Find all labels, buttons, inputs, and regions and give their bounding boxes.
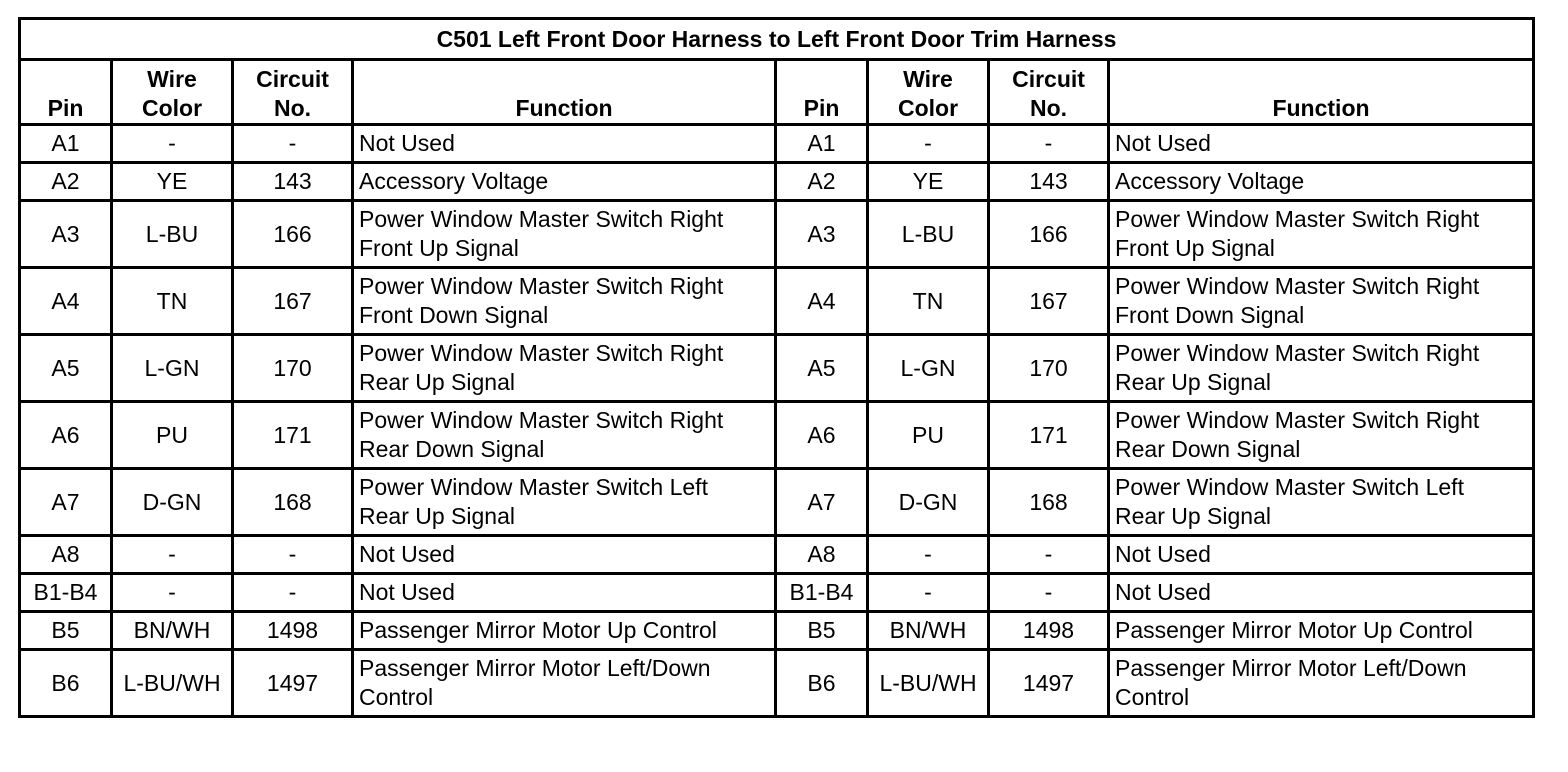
function-line: Passenger Mirror Motor Up Control <box>1115 617 1473 643</box>
function-line: Power Window Master Switch Right <box>1115 340 1480 366</box>
wire-color-cell: TN <box>112 268 233 335</box>
connector-table <box>18 17 1535 718</box>
function-cell <box>353 268 776 335</box>
function-line: Power Window Master Switch Right <box>1115 206 1480 232</box>
header-function: Function <box>353 60 776 125</box>
wire-color-cell: D-GN <box>112 469 233 536</box>
circuit-no-cell: 1498 <box>989 612 1109 650</box>
table-row <box>20 650 1534 717</box>
circuit-no-cell: 1497 <box>233 650 353 717</box>
function-cell <box>1109 469 1534 536</box>
circuit-no-cell: 171 <box>989 402 1109 469</box>
wire-color-cell: YE <box>112 163 233 201</box>
pin-cell: B1-B4 <box>20 574 112 612</box>
wire-color-cell: D-GN <box>868 469 989 536</box>
table-row <box>20 536 1534 574</box>
function-line: Rear Down Signal <box>359 436 545 462</box>
table-row <box>20 201 1534 268</box>
function-cell <box>1109 268 1534 335</box>
circuit-no-cell: 168 <box>989 469 1109 536</box>
pin-cell: A8 <box>20 536 112 574</box>
header-pin: Pin <box>20 60 112 125</box>
function-line: Not Used <box>1115 579 1211 605</box>
header-wire-color: Wire Color <box>112 60 233 125</box>
function-line: Front Up Signal <box>359 235 519 261</box>
function-line: Power Window Master Switch Left <box>1115 474 1464 500</box>
function-line: Passenger Mirror Motor Left/Down <box>359 655 711 681</box>
function-line: Passenger Mirror Motor Left/Down <box>1115 655 1467 681</box>
function-line: Passenger Mirror Motor Up Control <box>359 617 717 643</box>
function-line: Front Down Signal <box>1115 302 1305 328</box>
pin-cell: A4 <box>20 268 112 335</box>
function-cell <box>353 536 776 574</box>
function-cell <box>1109 650 1534 717</box>
function-cell <box>353 335 776 402</box>
wire-color-cell: - <box>868 536 989 574</box>
pin-cell: B5 <box>776 612 868 650</box>
function-cell <box>1109 612 1534 650</box>
function-cell <box>353 201 776 268</box>
circuit-no-cell: - <box>989 536 1109 574</box>
table-title: C501 Left Front Door Harness to Left Front Door Trim Harness <box>20 19 1534 60</box>
pin-cell: A7 <box>20 469 112 536</box>
wire-color-cell: PU <box>868 402 989 469</box>
pin-cell: A8 <box>776 536 868 574</box>
table-row <box>20 163 1534 201</box>
circuit-no-cell: 166 <box>989 201 1109 268</box>
table-row <box>20 335 1534 402</box>
function-cell <box>1109 125 1534 163</box>
pin-cell: A2 <box>20 163 112 201</box>
function-line: Rear Up Signal <box>359 503 515 529</box>
wire-color-cell: BN/WH <box>868 612 989 650</box>
pin-cell: A7 <box>776 469 868 536</box>
function-line: Power Window Master Switch Right <box>359 407 724 433</box>
circuit-no-cell: - <box>989 125 1109 163</box>
circuit-no-cell: - <box>989 574 1109 612</box>
function-line: Power Window Master Switch Right <box>359 273 724 299</box>
function-line: Not Used <box>359 579 455 605</box>
header-circuit-no: Circuit No. <box>989 60 1109 125</box>
wire-color-cell: L-BU <box>868 201 989 268</box>
function-line: Rear Up Signal <box>1115 369 1271 395</box>
function-line: Power Window Master Switch Left <box>359 474 708 500</box>
function-line: Front Down Signal <box>359 302 549 328</box>
pin-cell: A3 <box>20 201 112 268</box>
circuit-no-cell: - <box>233 574 353 612</box>
wire-color-cell: L-GN <box>112 335 233 402</box>
pin-cell: B5 <box>20 612 112 650</box>
pin-cell: A1 <box>20 125 112 163</box>
table-row <box>20 612 1534 650</box>
circuit-no-cell: 168 <box>233 469 353 536</box>
pin-cell: B1-B4 <box>776 574 868 612</box>
circuit-no-cell: 143 <box>233 163 353 201</box>
table-body <box>20 125 1534 717</box>
function-line: Not Used <box>359 130 455 156</box>
pin-cell: A2 <box>776 163 868 201</box>
pin-cell: A5 <box>20 335 112 402</box>
function-line: Not Used <box>359 541 455 567</box>
function-line: Not Used <box>1115 130 1211 156</box>
pin-cell: A3 <box>776 201 868 268</box>
wire-color-cell: - <box>868 125 989 163</box>
header-function: Function <box>1109 60 1534 125</box>
header-circuit-no: Circuit No. <box>233 60 353 125</box>
pin-cell: B6 <box>20 650 112 717</box>
wire-color-cell: L-GN <box>868 335 989 402</box>
function-cell <box>1109 335 1534 402</box>
table-row <box>20 469 1534 536</box>
circuit-no-cell: 166 <box>233 201 353 268</box>
function-cell <box>353 650 776 717</box>
pin-cell: A5 <box>776 335 868 402</box>
table-row <box>20 125 1534 163</box>
circuit-no-cell: - <box>233 536 353 574</box>
function-cell <box>353 612 776 650</box>
wire-color-cell: YE <box>868 163 989 201</box>
function-line: Rear Up Signal <box>359 369 515 395</box>
wire-color-cell: L-BU/WH <box>112 650 233 717</box>
function-cell <box>353 574 776 612</box>
function-line: Power Window Master Switch Right <box>359 340 724 366</box>
wire-color-cell: L-BU <box>112 201 233 268</box>
function-line: Control <box>359 684 434 710</box>
function-cell <box>1109 536 1534 574</box>
header-wire-color: Wire Color <box>868 60 989 125</box>
header-pin: Pin <box>776 60 868 125</box>
wire-color-cell: - <box>112 536 233 574</box>
function-line: Power Window Master Switch Right <box>1115 273 1480 299</box>
function-line: Not Used <box>1115 541 1211 567</box>
function-line: Power Window Master Switch Right <box>359 206 724 232</box>
function-cell <box>1109 402 1534 469</box>
function-cell <box>1109 574 1534 612</box>
circuit-no-cell: 1497 <box>989 650 1109 717</box>
function-cell <box>353 469 776 536</box>
function-cell <box>1109 163 1534 201</box>
circuit-no-cell: 1498 <box>233 612 353 650</box>
function-cell <box>1109 201 1534 268</box>
function-line: Control <box>1115 684 1190 710</box>
function-line: Front Up Signal <box>1115 235 1275 261</box>
pin-cell: A4 <box>776 268 868 335</box>
wire-color-cell: PU <box>112 402 233 469</box>
pin-cell: A1 <box>776 125 868 163</box>
pin-cell: B6 <box>776 650 868 717</box>
function-line: Rear Up Signal <box>1115 503 1271 529</box>
function-line: Rear Down Signal <box>1115 436 1301 462</box>
circuit-no-cell: 167 <box>233 268 353 335</box>
function-line: Accessory Voltage <box>1115 168 1305 194</box>
wire-color-cell: - <box>868 574 989 612</box>
circuit-no-cell: 167 <box>989 268 1109 335</box>
wire-color-cell: - <box>112 125 233 163</box>
wire-color-cell: - <box>112 574 233 612</box>
table-row <box>20 574 1534 612</box>
function-line: Accessory Voltage <box>359 168 549 194</box>
circuit-no-cell: 170 <box>989 335 1109 402</box>
wire-color-cell: TN <box>868 268 989 335</box>
wire-color-cell: BN/WH <box>112 612 233 650</box>
circuit-no-cell: 170 <box>233 335 353 402</box>
function-line: Power Window Master Switch Right <box>1115 407 1480 433</box>
wire-color-cell: L-BU/WH <box>868 650 989 717</box>
circuit-no-cell: 171 <box>233 402 353 469</box>
pin-cell: A6 <box>20 402 112 469</box>
table-row <box>20 268 1534 335</box>
function-cell <box>353 125 776 163</box>
function-cell <box>353 402 776 469</box>
table-row <box>20 402 1534 469</box>
pin-cell: A6 <box>776 402 868 469</box>
function-cell <box>353 163 776 201</box>
circuit-no-cell: - <box>233 125 353 163</box>
circuit-no-cell: 143 <box>989 163 1109 201</box>
